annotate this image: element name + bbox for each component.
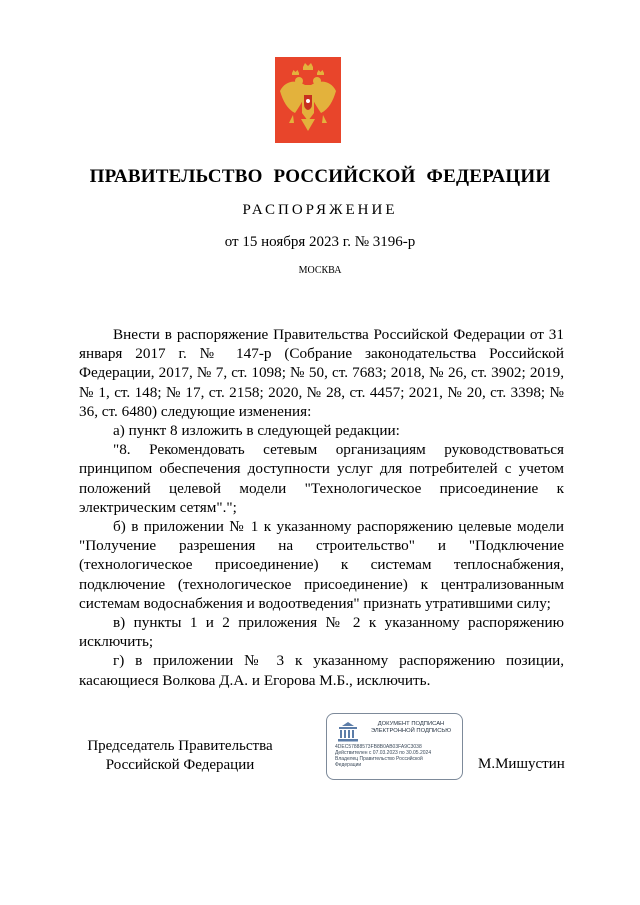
body-paragraph: "8. Рекомендовать сетевым организациям руководствоваться принципом обеспечения доступности услуг для потребителей с учетом положений целевой модели "Технологическое присоединение к электрическим сетям"."; [79,441,564,516]
document-body [79,325,564,690]
body-paragraph: а) пункт 8 изложить в следующей редакции: [113,422,400,440]
stamp-owner: Федерации [335,762,362,768]
stamp-certificate: 4DEC57888573FB8B0AB03FA9C3038 [335,744,422,750]
stamp-validity: Действителен с 07.03.2023 по 30.05.2024 [335,750,432,756]
electronic-signature-stamp [326,713,463,780]
document-date-number: от 15 ноября 2023 г. № 3196-р [224,234,416,250]
coat-of-arms-icon [275,57,341,143]
emblem-icon [335,720,361,744]
stamp-title-line: ДОКУМЕНТ ПОДПИСАН [377,721,445,727]
body-paragraph: б) в приложении № 1 к указанному распоряжению целевые модели "Получение разрешения на строительство" и "Подключение (технологическое присоединение) к системам теплоснабжения, подключение (технологическое присоединение) к централизованным системам водоснабжения и водоотведения" признать утратившими силу; [79,518,564,612]
signatory-position [80,737,280,775]
signatory-name: М.Мишустин [478,756,565,772]
stamp-title [365,721,457,735]
government-title: ПРАВИТЕЛЬСТВО РОССИЙСКОЙ ФЕДЕРАЦИИ [89,166,551,187]
body-paragraph: Внести в распоряжение Правительства Российской Федерации от 31 января 2017 г. № 147-р (Собрание законодательства Российской Федерации, 2017, № 7, ст. 1098; № 50, ст. 7683; 2018, № 26, ст. 3902; 2019, № 1, ст. 148; № 17, ст. 2158; 2020, № 28, ст. 4457; 2021, № 20, ст. 3398; № 36, ст. 6480) следующие изменения: [79,326,564,420]
signatory-position-line: Председатель Правительства [87,738,273,754]
stamp-title-line: ЭЛЕКТРОННОЙ ПОДПИСЬЮ [370,728,452,734]
stamp-owner: Владелец Правительство Российской [335,756,423,762]
document-type: РАСПОРЯЖЕНИЕ [242,202,398,218]
body-paragraph: в) пункты 1 и 2 приложения № 2 к указанному распоряжению исключить; [79,614,564,651]
document-city: МОСКВА [298,265,342,276]
signatory-position-line: Российской Федерации [105,757,255,773]
stamp-details [335,744,457,768]
body-paragraph: г) в приложении № 3 к указанному распоряжению позиции, касающиеся Волкова Д.А. и Егорова М.Б., исключить. [79,652,564,689]
